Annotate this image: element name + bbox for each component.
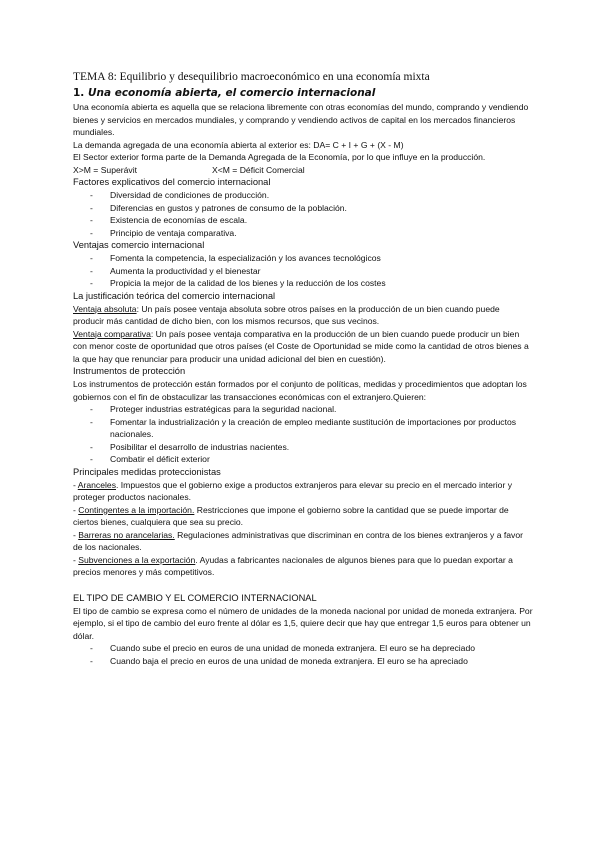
balance-row [73, 164, 533, 177]
definition-text: : Un país posee ventaja absoluta sobre otros países en la producción de un bien cuando puede producir más cantidad de dicho bien, con los mismos recursos, que sus vecinos. [73, 303, 500, 326]
dash-prefix: - [73, 529, 79, 540]
medida-text: Regulaciones administrativas que discriminan en contra de los bienes extranjeros y a favor de los nacionales. [73, 529, 523, 552]
paragraph-sector: El Sector exterior forma parte de la Demanda Agregada de la Economía, por lo que influye en la producción. [73, 152, 486, 162]
ventajas-list [73, 252, 533, 290]
medida-text: Restricciones que impone el gobierno sobre la cantidad que se puede importar de ciertos bienes, cualquiera que sea su precio. [73, 504, 509, 527]
dash-prefix: - [73, 554, 79, 565]
list-item: - Combatir el déficit exterior [73, 453, 533, 466]
medida-item [73, 554, 533, 579]
medida-item [73, 529, 533, 554]
medidas-heading: Principales medidas proteccionistas [73, 466, 221, 477]
document-body [73, 70, 533, 667]
page-title: TEMA 8: Equilibrio y desequilibrio macroeconómico en una economía mixta [73, 71, 430, 83]
list-item: - Fomenta la competencia, la especialización y los avances tecnológicos [73, 252, 533, 265]
instrumentos-list [73, 403, 533, 466]
list-item: - Diversidad de condiciones de producción. [73, 189, 533, 202]
medida-item [73, 504, 533, 529]
list-item: - Existencia de economías de escala. [73, 214, 533, 227]
section-number: 1. [73, 87, 85, 99]
deficit-text: X<M = Déficit Comercial [212, 164, 305, 175]
medida-term: Aranceles [77, 479, 116, 490]
medida-item [73, 479, 533, 504]
tipo-cambio-list [73, 642, 533, 667]
list-item: - Proteger industrias estratégicas para la seguridad nacional. [73, 403, 533, 416]
paragraph-instrumentos: Los instrumentos de protección están formados por el conjunto de políticas, medidas y procedimientos que adoptan los gobiernos con el fin de obstaculizar las transacciones económicas con el extranjero.Quieren: [73, 379, 527, 402]
medida-term: Barreras no arancelarias. [78, 529, 175, 540]
list-item: - Posibilitar el desarrollo de industrias nacientes. [73, 441, 533, 454]
factores-list [73, 189, 533, 239]
list-item: - Principio de ventaja comparativa. [73, 227, 533, 240]
instrumentos-heading: Instrumentos de protección [73, 366, 186, 376]
list-item: - Propicia la mejor de la calidad de los bienes y la reducción de los costes [73, 277, 533, 290]
section-title: Una economía abierta, el comercio internacional [87, 87, 376, 99]
paragraph-ventaja-comparativa [73, 328, 533, 366]
term-ventaja-comparativa: Ventaja comparativa [73, 328, 151, 339]
paragraph-ventaja-absoluta [73, 303, 533, 328]
tipo-cambio-heading: EL TIPO DE CAMBIO Y EL COMERCIO INTERNACIONAL [73, 592, 317, 603]
list-item: - Aumenta la productividad y el bienestar [73, 265, 533, 278]
list-item: - Cuando baja el precio en euros de una unidad de moneda extranjera. El euro se ha apreciado [73, 655, 533, 668]
medida-text: . Impuestos que el gobierno exige a productos extranjeros para elevar su precio en el mercado interior y proteger productos nacionales. [73, 479, 513, 502]
factores-heading: Factores explicativos del comercio internacional [73, 177, 271, 187]
superavit-text: X>M = Superávit [73, 164, 138, 175]
medida-text: . Ayudas a fabricantes nacionales de algunos bienes para que lo puedan exportar a precios menores y más competitivos. [73, 554, 513, 577]
paragraph-tipo-cambio: El tipo de cambio se expresa como el número de unidades de la moneda nacional por unidad de moneda extranjera. Por ejemplo, si el tipo de cambio del euro frente al dólar es 1,5, quiere decir que hay que entregar 1,5 euros para obtener un dólar. [73, 605, 533, 641]
dash-prefix: - [73, 504, 79, 515]
spacer [73, 579, 533, 592]
list-item: - Fomentar la industrialización y la creación de empleo mediante sustitución de importaciones por productos nacionales. [73, 416, 533, 441]
paragraph-demand: La demanda agregada de una economía abierta al exterior es: DA= C + I + G + (X - M) [73, 139, 404, 150]
list-item: - Cuando sube el precio en euros de una unidad de moneda extranjera. El euro se ha depreciado [73, 642, 533, 655]
medida-term: Contingentes a la importación. [78, 504, 195, 515]
list-item: - Diferencias en gustos y patrones de consumo de la población. [73, 202, 533, 215]
definition-text: : Un país posee ventaja comparativa en la producción de un bien cuando puede producir un bien con menor coste de oportunidad que otros países (el Coste de Oportunidad se mide como la cantidad de otros bienes a la que hay que renunciar para producir una unidad adicional del bien en cuestión). [73, 328, 529, 364]
dash-prefix: - [73, 479, 78, 490]
paragraph-definition: Una economía abierta es aquella que se relaciona libremente con otras economías del mundo, comprando y vendiendo bienes y servicios en mercados mundiales, y comprando y vendiendo activos de capital en los mercados financieros mundiales. [73, 102, 529, 137]
term-ventaja-absoluta: Ventaja absoluta [73, 303, 137, 314]
justificacion-heading: La justificación teórica del comercio internacional [73, 290, 276, 301]
medida-term: Subvenciones a la exportación [78, 554, 196, 565]
ventajas-heading: Ventajas comercio internacional [73, 240, 205, 250]
section-heading-1 [73, 86, 533, 100]
